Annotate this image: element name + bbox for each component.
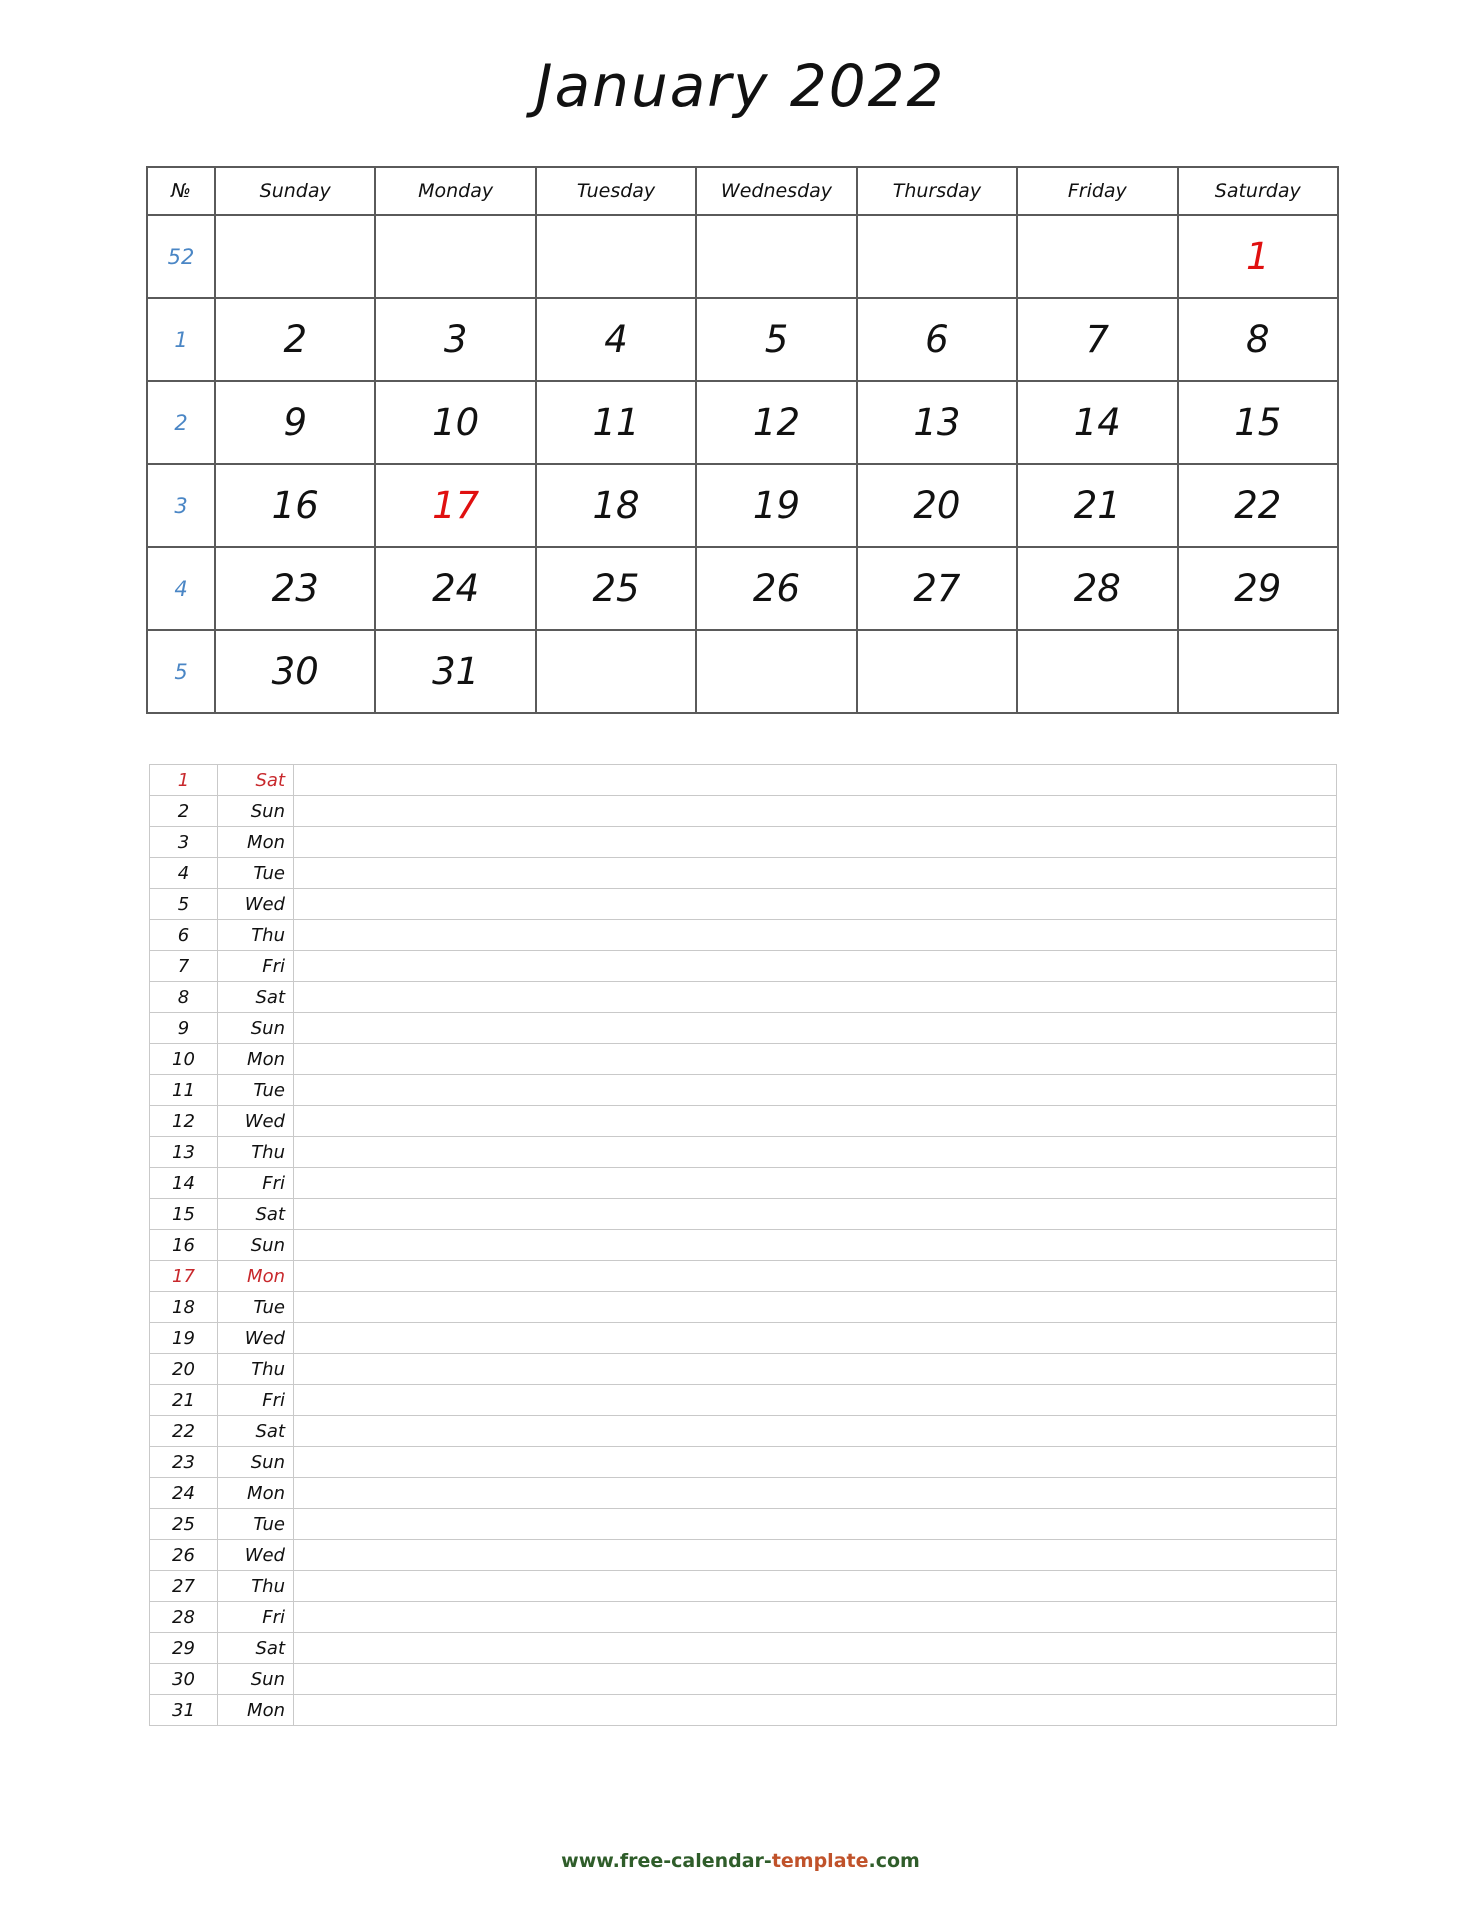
list-day-of-week: Sat xyxy=(218,1633,294,1664)
list-note-line[interactable] xyxy=(294,1292,1337,1323)
list-note-line[interactable] xyxy=(294,1199,1337,1230)
day-cell: 8 xyxy=(1178,298,1338,381)
list-day-number: 8 xyxy=(150,982,218,1013)
list-day-number: 21 xyxy=(150,1385,218,1416)
list-day-of-week: Sat xyxy=(218,1199,294,1230)
list-note-line[interactable] xyxy=(294,1385,1337,1416)
list-day-of-week: Sat xyxy=(218,982,294,1013)
day-cell xyxy=(857,630,1017,713)
list-item xyxy=(150,951,1337,982)
list-day-number: 14 xyxy=(150,1168,218,1199)
list-day-of-week: Fri xyxy=(218,951,294,982)
list-note-line[interactable] xyxy=(294,1354,1337,1385)
week-row xyxy=(147,381,1338,464)
week-number: 4 xyxy=(147,547,215,630)
list-note-line[interactable] xyxy=(294,1509,1337,1540)
day-cell: 30 xyxy=(215,630,375,713)
list-day-of-week: Thu xyxy=(218,1137,294,1168)
list-item xyxy=(150,889,1337,920)
list-day-of-week: Tue xyxy=(218,1292,294,1323)
list-day-of-week: Thu xyxy=(218,920,294,951)
week-row xyxy=(147,630,1338,713)
day-cell: 7 xyxy=(1017,298,1177,381)
week-number: 52 xyxy=(147,215,215,298)
list-item xyxy=(150,1509,1337,1540)
list-note-line[interactable] xyxy=(294,1633,1337,1664)
day-cell: 26 xyxy=(696,547,856,630)
list-day-number: 2 xyxy=(150,796,218,827)
list-note-line[interactable] xyxy=(294,1261,1337,1292)
list-day-number: 7 xyxy=(150,951,218,982)
day-cell xyxy=(1178,630,1338,713)
list-item xyxy=(150,1540,1337,1571)
day-cell: 12 xyxy=(696,381,856,464)
list-note-line[interactable] xyxy=(294,1013,1337,1044)
day-cell: 9 xyxy=(215,381,375,464)
list-note-line[interactable] xyxy=(294,1230,1337,1261)
list-day-of-week: Sun xyxy=(218,1230,294,1261)
day-cell: 17 xyxy=(375,464,535,547)
list-day-of-week: Sun xyxy=(218,1447,294,1478)
list-note-line[interactable] xyxy=(294,1447,1337,1478)
day-cell xyxy=(375,215,535,298)
list-item xyxy=(150,858,1337,889)
day-cell: 3 xyxy=(375,298,535,381)
day-cell: 14 xyxy=(1017,381,1177,464)
day-cell: 23 xyxy=(215,547,375,630)
list-item xyxy=(150,796,1337,827)
list-note-line[interactable] xyxy=(294,920,1337,951)
list-day-of-week: Fri xyxy=(218,1602,294,1633)
list-day-number: 3 xyxy=(150,827,218,858)
list-note-line[interactable] xyxy=(294,1137,1337,1168)
day-cell: 5 xyxy=(696,298,856,381)
day-cell: 4 xyxy=(536,298,696,381)
calendar-title: January 2022 xyxy=(535,52,946,120)
list-note-line[interactable] xyxy=(294,796,1337,827)
day-cell: 10 xyxy=(375,381,535,464)
list-day-of-week: Wed xyxy=(218,889,294,920)
week-number: 1 xyxy=(147,298,215,381)
list-item xyxy=(150,1695,1337,1726)
day-cell xyxy=(857,215,1017,298)
list-note-line[interactable] xyxy=(294,1478,1337,1509)
header-monday: Monday xyxy=(375,167,535,215)
list-day-number: 15 xyxy=(150,1199,218,1230)
day-cell: 29 xyxy=(1178,547,1338,630)
list-day-number: 18 xyxy=(150,1292,218,1323)
list-note-line[interactable] xyxy=(294,951,1337,982)
list-item xyxy=(150,1602,1337,1633)
list-day-number: 16 xyxy=(150,1230,218,1261)
footer-url-part2: template xyxy=(771,1850,869,1872)
day-cell: 15 xyxy=(1178,381,1338,464)
list-day-number: 20 xyxy=(150,1354,218,1385)
list-day-of-week: Sun xyxy=(218,1664,294,1695)
list-item xyxy=(150,1044,1337,1075)
list-item xyxy=(150,1385,1337,1416)
list-item xyxy=(150,1447,1337,1478)
list-day-number: 6 xyxy=(150,920,218,951)
list-day-of-week: Wed xyxy=(218,1106,294,1137)
list-item xyxy=(150,1199,1337,1230)
header-thursday: Thursday xyxy=(857,167,1017,215)
list-note-line[interactable] xyxy=(294,765,1337,796)
list-item xyxy=(150,1261,1337,1292)
list-note-line[interactable] xyxy=(294,858,1337,889)
list-day-number: 5 xyxy=(150,889,218,920)
week-number-header: № xyxy=(147,167,215,215)
day-cell xyxy=(215,215,375,298)
day-cell: 11 xyxy=(536,381,696,464)
header-wednesday: Wednesday xyxy=(696,167,856,215)
day-cell: 1 xyxy=(1178,215,1338,298)
list-item xyxy=(150,920,1337,951)
list-day-of-week: Mon xyxy=(218,1478,294,1509)
list-note-line[interactable] xyxy=(294,1695,1337,1726)
list-day-number: 25 xyxy=(150,1509,218,1540)
list-note-line[interactable] xyxy=(294,1416,1337,1447)
list-item xyxy=(150,1106,1337,1137)
list-day-number: 29 xyxy=(150,1633,218,1664)
footer-url-part1: www.free-calendar- xyxy=(561,1850,772,1872)
weekday-header-row xyxy=(147,167,1338,215)
week-row xyxy=(147,215,1338,298)
day-cell: 25 xyxy=(536,547,696,630)
list-note-line[interactable] xyxy=(294,1044,1337,1075)
list-day-number: 30 xyxy=(150,1664,218,1695)
week-number: 2 xyxy=(147,381,215,464)
list-item xyxy=(150,1137,1337,1168)
list-day-number: 28 xyxy=(150,1602,218,1633)
day-cell: 18 xyxy=(536,464,696,547)
day-cell: 21 xyxy=(1017,464,1177,547)
list-day-number: 27 xyxy=(150,1571,218,1602)
list-note-line[interactable] xyxy=(294,1571,1337,1602)
list-day-number: 26 xyxy=(150,1540,218,1571)
day-cell: 22 xyxy=(1178,464,1338,547)
list-item xyxy=(150,1013,1337,1044)
list-item xyxy=(150,1075,1337,1106)
list-day-number: 12 xyxy=(150,1106,218,1137)
list-note-line[interactable] xyxy=(294,1106,1337,1137)
list-item xyxy=(150,1323,1337,1354)
list-note-line[interactable] xyxy=(294,1664,1337,1695)
list-day-of-week: Tue xyxy=(218,1509,294,1540)
day-cell: 31 xyxy=(375,630,535,713)
list-day-of-week: Mon xyxy=(218,1044,294,1075)
week-row xyxy=(147,547,1338,630)
list-day-number: 10 xyxy=(150,1044,218,1075)
list-note-line[interactable] xyxy=(294,1540,1337,1571)
list-day-of-week: Fri xyxy=(218,1168,294,1199)
list-item xyxy=(150,1230,1337,1261)
week-number: 3 xyxy=(147,464,215,547)
list-day-number: 11 xyxy=(150,1075,218,1106)
list-day-of-week: Tue xyxy=(218,858,294,889)
list-day-of-week: Wed xyxy=(218,1540,294,1571)
list-day-of-week: Mon xyxy=(218,1261,294,1292)
list-note-line[interactable] xyxy=(294,1323,1337,1354)
month-grid xyxy=(146,166,1339,714)
daily-notes-list xyxy=(149,764,1337,1726)
week-row xyxy=(147,298,1338,381)
list-day-number: 9 xyxy=(150,1013,218,1044)
list-day-of-week: Fri xyxy=(218,1385,294,1416)
list-item xyxy=(150,1354,1337,1385)
list-day-number: 24 xyxy=(150,1478,218,1509)
list-day-number: 19 xyxy=(150,1323,218,1354)
list-day-of-week: Sun xyxy=(218,1013,294,1044)
day-cell xyxy=(536,630,696,713)
list-item xyxy=(150,1168,1337,1199)
list-day-of-week: Mon xyxy=(218,827,294,858)
day-cell: 2 xyxy=(215,298,375,381)
day-cell xyxy=(1017,630,1177,713)
list-note-line[interactable] xyxy=(294,1602,1337,1633)
week-number: 5 xyxy=(147,630,215,713)
list-day-of-week: Thu xyxy=(218,1571,294,1602)
header-friday: Friday xyxy=(1017,167,1177,215)
header-tuesday: Tuesday xyxy=(536,167,696,215)
list-item xyxy=(150,1416,1337,1447)
list-day-of-week: Tue xyxy=(218,1075,294,1106)
list-day-number: 17 xyxy=(150,1261,218,1292)
week-row xyxy=(147,464,1338,547)
day-cell: 28 xyxy=(1017,547,1177,630)
list-day-of-week: Sat xyxy=(218,765,294,796)
list-day-of-week: Mon xyxy=(218,1695,294,1726)
footer-url-part3: .com xyxy=(868,1850,920,1872)
day-cell: 20 xyxy=(857,464,1017,547)
list-item xyxy=(150,765,1337,796)
list-note-line[interactable] xyxy=(294,1075,1337,1106)
list-note-line[interactable] xyxy=(294,982,1337,1013)
list-item xyxy=(150,1571,1337,1602)
list-note-line[interactable] xyxy=(294,1168,1337,1199)
list-item xyxy=(150,1664,1337,1695)
list-note-line[interactable] xyxy=(294,889,1337,920)
list-day-of-week: Sat xyxy=(218,1416,294,1447)
list-day-number: 4 xyxy=(150,858,218,889)
footer-url xyxy=(0,1850,1481,1872)
list-item xyxy=(150,982,1337,1013)
day-cell xyxy=(696,215,856,298)
list-day-number: 23 xyxy=(150,1447,218,1478)
list-item xyxy=(150,1292,1337,1323)
header-saturday: Saturday xyxy=(1178,167,1338,215)
list-item xyxy=(150,1478,1337,1509)
list-day-number: 1 xyxy=(150,765,218,796)
day-cell xyxy=(536,215,696,298)
day-cell: 13 xyxy=(857,381,1017,464)
list-day-of-week: Sun xyxy=(218,796,294,827)
list-day-number: 13 xyxy=(150,1137,218,1168)
list-note-line[interactable] xyxy=(294,827,1337,858)
list-item xyxy=(150,827,1337,858)
day-cell: 27 xyxy=(857,547,1017,630)
list-item xyxy=(150,1633,1337,1664)
day-cell: 16 xyxy=(215,464,375,547)
day-cell: 24 xyxy=(375,547,535,630)
day-cell xyxy=(1017,215,1177,298)
day-cell: 6 xyxy=(857,298,1017,381)
list-day-of-week: Wed xyxy=(218,1323,294,1354)
day-cell xyxy=(696,630,856,713)
day-cell: 19 xyxy=(696,464,856,547)
list-day-number: 31 xyxy=(150,1695,218,1726)
header-sunday: Sunday xyxy=(215,167,375,215)
list-day-number: 22 xyxy=(150,1416,218,1447)
list-day-of-week: Thu xyxy=(218,1354,294,1385)
